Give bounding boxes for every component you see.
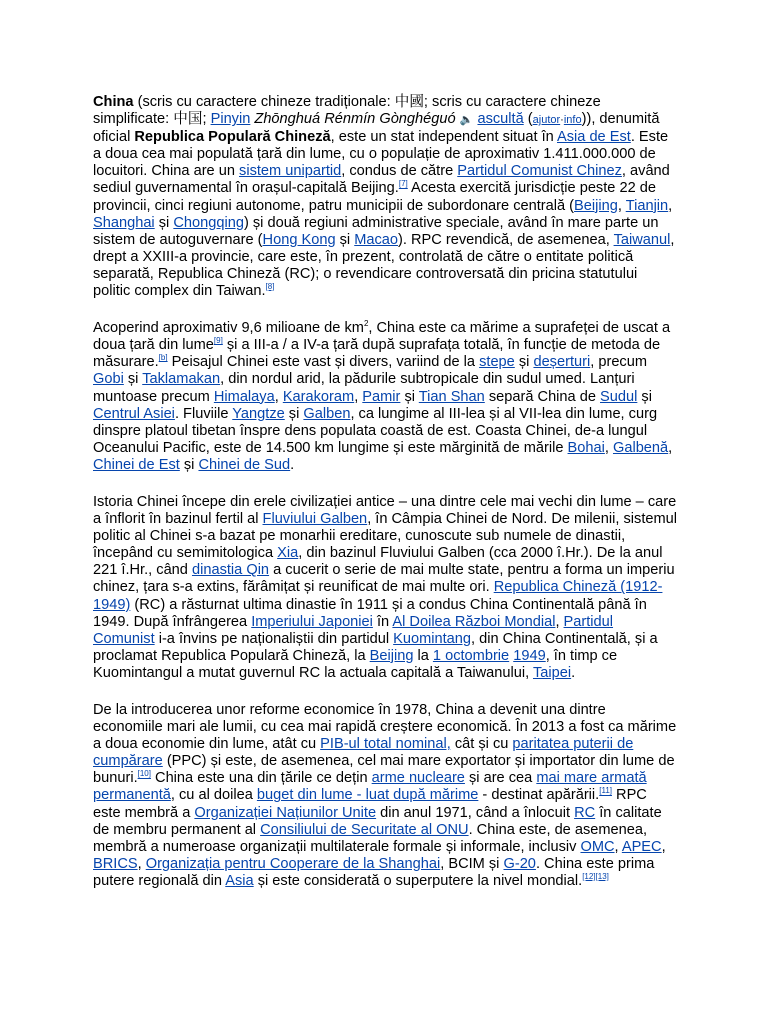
citation-ref: [214, 336, 223, 345]
text: și: [284, 405, 304, 422]
text: (PPC) și este, de asemenea, cel mai mare exportator și importator din lume de bunuri.: [93, 753, 675, 787]
text: )), denumită oficial: [93, 111, 660, 146]
text: și: [179, 456, 199, 473]
pinyin-name: Zhōnghuá Rénmín Gònghéguó: [254, 111, 456, 128]
link-omc[interactable]: OMC: [580, 838, 615, 855]
link-chongqing[interactable]: Chongqing: [173, 214, 244, 231]
text: , din bazinul Fluviului Galben (cca 2000 î.Hr.). De la anul 221 î.Hr., când: [93, 545, 663, 579]
text: ) și două regiuni administrative speciale, având în mare parte un sistem de autoguvernare (: [93, 214, 659, 248]
paragraph-economy: [93, 702, 678, 890]
text: și a III-a / a IV-a țară după suprafața totală, în funcție de metoda de măsurare.: [93, 337, 661, 371]
link-tianjin[interactable]: Tianjin: [625, 197, 669, 214]
text: ,: [668, 197, 673, 214]
superscript: 2: [363, 319, 369, 329]
link-shanghai[interactable]: Shanghai: [93, 214, 155, 231]
link-sistem-unipartid[interactable]: sistem unipartid: [239, 163, 342, 180]
text: . China este prima putere regională din: [93, 855, 655, 889]
text: , ca lungime al III-lea și al VII-lea din lume, curg dinspre platoul tibetan înspre dens populata coastă de est. Coasta Chinei, de-a lungul Oceanului Pacific, este de 14.500 km lungime și este mărginită de mările: [93, 405, 658, 456]
link-imperiului-japoniei[interactable]: Imperiului Japoniei: [251, 613, 373, 630]
link-asculta[interactable]: ascultă: [477, 111, 524, 128]
link-centrul-asiei[interactable]: Centrul Asiei: [93, 405, 175, 422]
text: ,: [354, 388, 363, 405]
text: - destinat apărării.: [478, 787, 600, 804]
citation-link[interactable]: [11]: [599, 786, 612, 796]
text: ,: [661, 838, 666, 855]
text: Peisajul Chinei este vast și divers, variind de la: [167, 354, 480, 371]
link-kuomintang[interactable]: Kuomintang: [393, 630, 472, 647]
link-asia-de-est[interactable]: Asia de Est: [557, 129, 631, 146]
text: . Este a doua cea mai populată țară din lume, cu o populație de aproximativ 1.411.000.000 de locuitori. China are un: [93, 129, 669, 180]
link-onu[interactable]: Organizației Națiunilor Unite: [194, 804, 377, 821]
link-fluviului-galben[interactable]: Fluviului Galben: [262, 511, 368, 528]
text: la: [413, 647, 433, 664]
text: din anul 1971, când a înlocuit: [376, 804, 575, 821]
text: ,: [137, 855, 146, 872]
citation-link[interactable]: [b]: [158, 353, 168, 363]
text: (RC) a răsturnat ultima dinastie în 1911 și a condus China Continentală până în 1949. După înfrângerea: [93, 596, 647, 630]
link-dinastia-qin[interactable]: dinastia Qin: [191, 562, 270, 579]
text: , condus de către: [341, 163, 458, 180]
text: . China este, de asemenea, membră a numeroase organizații multilaterale formale și informale, inclusiv: [93, 821, 648, 855]
link-armata-permanenta[interactable]: mai mare armată permanentă: [93, 770, 647, 804]
text: a cucerit o serie de mai multe state, pentru a forma un imperiu chinez, țara s-a extins, fărâmițat și reunificat de mai multe ori.: [93, 562, 675, 596]
citation-ref: [599, 787, 612, 796]
text: i-a învins pe naționaliștii din partidul: [154, 630, 394, 647]
text: ,: [604, 439, 613, 456]
text: și: [154, 214, 174, 231]
link-1-octombrie[interactable]: 1 octombrie: [432, 647, 510, 664]
text: și: [400, 388, 419, 405]
link-brics[interactable]: BRICS: [93, 855, 138, 872]
link-consiliul-de-securitate[interactable]: Consiliului de Securitate al ONU: [260, 821, 469, 838]
text: în: [372, 613, 393, 630]
link-beijing[interactable]: Beijing: [369, 647, 414, 664]
link-tian-shan[interactable]: Tian Shan: [418, 388, 485, 405]
text: , în Câmpia Chinei de Nord. De milenii, sistemul politic al Chinei s-a bazat pe monarhii ereditare, cunoscute sub numele de dinastii, începând cu semimitologica: [93, 511, 678, 562]
link-taiwanul[interactable]: Taiwanul: [613, 231, 671, 248]
link-hong-kong[interactable]: Hong Kong: [262, 231, 336, 248]
citation-link[interactable]: [10]: [137, 769, 151, 779]
text: ,: [668, 439, 673, 456]
text: și: [335, 231, 355, 248]
text: , având sediul guvernamental în orașul-capitală Beijing.: [93, 163, 670, 197]
text: ). RPC revendică, de asemenea,: [398, 231, 614, 248]
link-partidul-comunist[interactable]: Partidul Comunist: [93, 613, 614, 647]
link-paritatea-puterii-de-cumparare[interactable]: paritatea puterii de cumpărare: [93, 736, 634, 770]
text: , China este ca mărime a suprafeței de uscat a doua țară din lume: [93, 320, 671, 354]
link-chinei-de-est[interactable]: Chinei de Est: [93, 456, 180, 473]
text: . Fluviile: [174, 405, 233, 422]
citation-link[interactable]: [8]: [265, 282, 275, 292]
link-g20[interactable]: G-20: [503, 855, 536, 872]
citation-ref: [266, 282, 275, 291]
text: în calitate de membru permanent al: [93, 804, 662, 838]
text: China este una din țările ce dețin: [150, 770, 372, 787]
link-taipei[interactable]: Taipei: [532, 664, 572, 681]
link-himalaya[interactable]: Himalaya: [213, 388, 275, 405]
text: și are cea: [464, 770, 537, 787]
text: ·: [560, 114, 564, 127]
link-partidul-comunist-chinez[interactable]: Partidul Comunist Chinez: [457, 163, 622, 180]
text: Istoria Chinei începe din erele civilizației antice – una dintre cele mai vechi din lume – care a înflorit în bazinul fertil al: [93, 493, 677, 528]
link-arme-nucleare[interactable]: arme nucleare: [371, 770, 465, 787]
link-stepe[interactable]: stepe: [479, 354, 515, 371]
link-galbena[interactable]: Galbenă: [612, 439, 669, 456]
text: și: [514, 354, 534, 371]
link-1949[interactable]: 1949: [513, 647, 546, 664]
text: și: [123, 371, 143, 388]
article-body: [93, 94, 678, 910]
text: cât și cu: [450, 736, 513, 753]
link-buget-aparare[interactable]: buget din lume - luat după mărime: [256, 787, 479, 804]
link-taklamakan[interactable]: Taklamakan: [142, 371, 221, 388]
link-asia[interactable]: Asia: [225, 872, 254, 889]
text: ,: [614, 838, 622, 855]
link-al-doilea-razboi-mondial[interactable]: Al Doilea Război Mondial: [392, 613, 556, 630]
text: , cu al doilea: [170, 787, 257, 804]
link-apec[interactable]: APEC: [621, 838, 662, 855]
link-bohai[interactable]: Bohai: [567, 439, 605, 456]
official-name: Republica Populară Chineză: [134, 129, 331, 146]
text: ,: [617, 197, 626, 214]
link-karakoram[interactable]: Karakoram: [282, 388, 355, 405]
link-pinyin[interactable]: Pinyin: [210, 111, 251, 128]
text: Acesta exercită jurisdicție peste 22 de provincii, cinci regiuni autonome, patru municipii de subordonare centrală (: [93, 180, 656, 214]
text: (scris cu caractere chineze tradiționale: 中國; scris cu caractere chineze simplificate: 中国;: [93, 94, 601, 128]
citation-link[interactable]: [12]: [582, 872, 596, 882]
link-pamir[interactable]: Pamir: [362, 388, 401, 405]
paragraph-intro: [93, 94, 678, 300]
link-republica-chineza[interactable]: Republica Chineză (1912-1949): [93, 579, 663, 613]
text: , precum: [590, 354, 648, 371]
text: RPC este membră a: [93, 787, 647, 821]
paragraph-geography: [93, 320, 678, 474]
citation-ref: [399, 180, 408, 189]
text: ,: [274, 388, 283, 405]
link-ajutor[interactable]: ajutor: [532, 114, 561, 127]
citation-link[interactable]: [13]: [595, 872, 609, 882]
link-deserturi[interactable]: deșerturi: [533, 354, 591, 371]
link-beijing[interactable]: Beijing: [574, 197, 618, 214]
link-sudul[interactable]: Sudul: [600, 388, 638, 405]
citation-ref: [159, 353, 168, 362]
text: De la introducerea unor reforme economice în 1978, China a devenit una dintre economiile mari ale lumii, cu cea mai rapidă creștere economică. În 2013 a fost ca mărime a doua economie din lume, atât cu: [93, 702, 677, 753]
text: .: [290, 456, 295, 473]
link-chinei-de-sud[interactable]: Chinei de Sud: [198, 456, 291, 473]
text: (: [523, 111, 533, 128]
link-yangtze[interactable]: Yangtze: [232, 405, 285, 422]
text: Acoperind aproximativ 9,6 milioane de km: [93, 320, 364, 337]
text: , drept a XXIII-a provincie, care este, în prezent, controlată de către o entitate politică separată, Republica Chineză (RC); o revendicare controversată din pricina statutului politic complex din Taiwan.: [93, 231, 675, 300]
citation-link[interactable]: [9]: [213, 336, 223, 346]
text: și: [637, 388, 652, 405]
link-pib-nominal[interactable]: PIB-ul total nominal,: [320, 736, 451, 753]
paragraph-history: [93, 494, 678, 682]
link-macao[interactable]: Macao: [354, 231, 399, 248]
link-gobi[interactable]: Gobi: [93, 371, 124, 388]
speaker-icon[interactable]: 🔈: [459, 114, 474, 127]
text: , BCIM și: [440, 855, 504, 872]
text: , din China Continentală, și a proclamat Republica Populară Chineză, la: [93, 630, 658, 664]
link-rc[interactable]: RC: [574, 804, 596, 821]
text: separă China de: [484, 388, 601, 405]
text: .: [571, 664, 576, 681]
link-organizatia-shanghai[interactable]: Organizația pentru Cooperare de la Shanghai: [145, 855, 441, 872]
citation-ref: [582, 872, 609, 881]
link-info[interactable]: info: [563, 114, 582, 127]
article-subject: China: [93, 94, 134, 110]
link-galben[interactable]: Galben: [303, 405, 351, 422]
text: , în timp ce Kuomintangul a mutat guvernul RC la actuala capitală a Taiwanului,: [93, 647, 618, 681]
citation-ref: [138, 770, 151, 779]
link-xia[interactable]: Xia: [277, 545, 299, 562]
text: , din nordul arid, la pădurile subtropicale din sudul umed. Lanțuri muntoase precum: [93, 371, 635, 405]
text: ,: [555, 613, 564, 630]
text: și este considerată o superputere la nivel mondial.: [253, 872, 583, 889]
text: , este un stat independent situat în: [330, 129, 557, 146]
citation-link[interactable]: [7]: [398, 179, 408, 189]
